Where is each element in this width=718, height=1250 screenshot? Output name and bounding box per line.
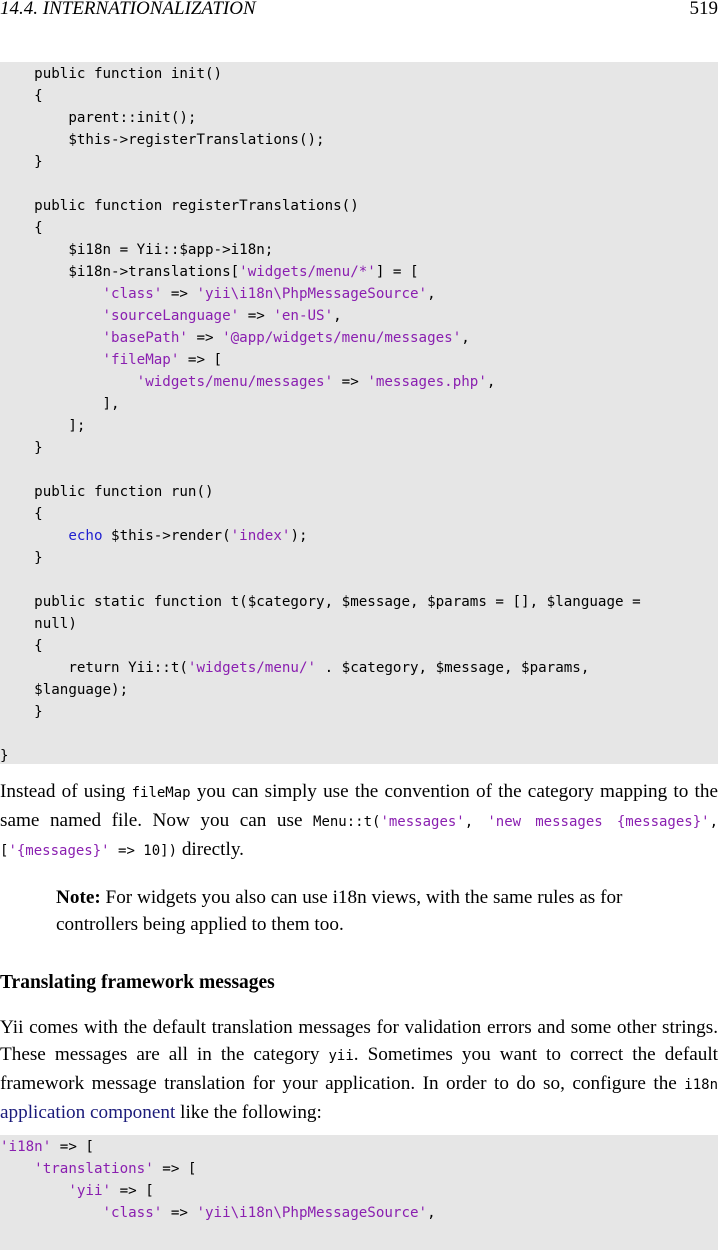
code-string: 'translations': [34, 1161, 154, 1177]
code-line: [0, 195, 641, 217]
code-text: => [: [153, 1161, 197, 1177]
code-line: [0, 591, 641, 613]
code-line: [0, 745, 641, 764]
code-text: $this->registerTranslations();: [0, 132, 325, 148]
code-text: [0, 374, 137, 390]
code-text: public static function t($category, $message, $params = [], $language =: [0, 594, 641, 610]
section-heading: Translating framework messages: [0, 972, 275, 993]
code-text: {: [0, 220, 43, 236]
application-component-link[interactable]: application component: [0, 1102, 176, 1123]
text: . Sometimes you want to correct the default framework message translation for your application. In order to do so, configure the: [0, 1044, 718, 1094]
code-text: ,: [333, 308, 342, 324]
code-text: }: [0, 704, 43, 720]
code-text: $language);: [0, 682, 129, 698]
code-line: [0, 85, 641, 107]
code-line: [0, 1180, 436, 1202]
code-text: [0, 1161, 34, 1177]
code-line: [0, 217, 641, 239]
code-text: null): [0, 616, 77, 632]
code-string: 'widgets/menu/': [187, 660, 317, 676]
code-line: [0, 503, 641, 525]
code-string: 'yii': [68, 1183, 112, 1199]
paragraph-framework-messages: [0, 1014, 718, 1126]
code-line: [0, 481, 641, 503]
code-text: =>: [162, 1205, 197, 1221]
code-text: ] = [: [375, 264, 419, 280]
note-box: [56, 884, 676, 938]
code-line: [0, 283, 641, 305]
note-text: For widgets you also can use i18n views, with the same rules as for controllers being applied to them too.: [56, 887, 623, 935]
code-text: $i18n->translations[: [0, 264, 240, 280]
code-line: [0, 349, 641, 371]
code-text: }: [0, 550, 43, 566]
code-text: =>: [162, 286, 197, 302]
code-string: 'widgets/menu/messages': [136, 374, 334, 390]
code-keyword: echo: [68, 528, 103, 544]
code-string: '@app/widgets/menu/messages': [222, 330, 462, 346]
code-line: [0, 1202, 436, 1224]
code-text: [0, 1205, 103, 1221]
code-text: ],: [0, 396, 120, 412]
code-line: [0, 129, 641, 151]
code-text: $this->render(: [102, 528, 231, 544]
inline-code: Menu::t(: [313, 814, 381, 830]
code-line: [0, 393, 641, 415]
code-line: [0, 723, 641, 745]
code-text: [0, 286, 103, 302]
code-text: [0, 352, 103, 368]
paragraph-filemap: [0, 778, 718, 865]
code-line: [0, 701, 641, 723]
code-text: {: [0, 506, 43, 522]
code-text: return Yii::t(: [0, 660, 188, 676]
code-lines: [0, 1136, 436, 1224]
code-text: [0, 528, 68, 544]
code-text: ,: [427, 286, 436, 302]
code-line: [0, 173, 641, 195]
code-text: parent::init();: [0, 110, 197, 126]
code-line: [0, 107, 641, 129]
code-text: {: [0, 638, 43, 654]
page-number: 519: [689, 0, 718, 19]
code-text: ,: [427, 1205, 436, 1221]
code-text: }: [0, 748, 9, 764]
running-head: [0, 0, 718, 24]
text: like the following:: [175, 1102, 322, 1123]
code-text: [0, 308, 103, 324]
code-string: 'widgets/menu/*': [239, 264, 376, 280]
code-lines: [0, 63, 641, 764]
code-line: [0, 63, 641, 85]
inline-code: , [: [0, 814, 718, 859]
code-string: 'i18n': [0, 1139, 52, 1155]
text: directly.: [177, 839, 244, 860]
code-string: 'en-US': [273, 308, 334, 324]
code-string: 'fileMap': [102, 352, 180, 368]
code-text: ,: [461, 330, 470, 346]
code-string: 'class': [102, 1205, 163, 1221]
text: Instead of using: [0, 781, 132, 802]
section-title: 14.4. INTERNATIONALIZATION: [0, 0, 256, 19]
inline-code: => 10]): [109, 843, 178, 859]
code-line: [0, 547, 641, 569]
code-text: ];: [0, 418, 86, 434]
code-line: [0, 1136, 436, 1158]
code-line: [0, 327, 641, 349]
code-text: public function run(): [0, 484, 214, 500]
code-string: 'messages.php': [367, 374, 487, 390]
code-line: [0, 657, 641, 679]
code-line: [0, 371, 641, 393]
code-line: [0, 569, 641, 591]
code-text: );: [290, 528, 308, 544]
code-text: =>: [333, 374, 368, 390]
text: you can simply use the convention of the category mapping to the same named file. Now you can use: [0, 781, 718, 831]
code-text: {: [0, 88, 43, 104]
code-text: ,: [486, 374, 496, 390]
code-string: 'class': [102, 286, 163, 302]
code-line: [0, 151, 641, 173]
text: Yii comes with the default translation messages for validation errors and some other strings. These messages are all in the category: [0, 1017, 718, 1065]
code-block-i18n-config: [0, 1135, 718, 1250]
code-block-widget-class: [0, 62, 718, 764]
code-line: [0, 613, 641, 635]
inline-code: i18n: [684, 1077, 718, 1093]
code-text: => [: [179, 352, 223, 368]
code-text: public function init(): [0, 66, 223, 82]
inline-code-string: '{messages}': [8, 843, 110, 859]
code-text: [0, 1183, 68, 1199]
code-string: 'sourceLanguage': [102, 308, 240, 324]
note-label: Note:: [56, 887, 101, 908]
code-text: =>: [239, 308, 274, 324]
inline-code: yii: [328, 1048, 354, 1064]
code-line: [0, 261, 641, 283]
code-string: 'index': [230, 528, 291, 544]
code-text: => [: [51, 1139, 94, 1155]
code-text: }: [0, 154, 43, 170]
code-text: }: [0, 440, 43, 456]
code-text: $i18n = Yii::$app->i18n;: [0, 242, 274, 258]
code-line: [0, 635, 641, 657]
code-text: public function registerTranslations(): [0, 198, 359, 214]
code-line: [0, 459, 641, 481]
code-string: 'yii\i18n\PhpMessageSource': [196, 286, 428, 302]
inline-code: ,: [464, 814, 488, 830]
code-line: [0, 525, 641, 547]
code-string: 'yii\i18n\PhpMessageSource': [196, 1205, 428, 1221]
code-text: =>: [187, 330, 223, 346]
inline-code-string: 'new messages {messages}': [487, 814, 710, 830]
code-text: . $category, $message, $params,: [316, 660, 590, 676]
code-line: [0, 1158, 436, 1180]
code-text: => [: [111, 1183, 154, 1199]
code-line: [0, 239, 641, 261]
code-line: [0, 415, 641, 437]
code-line: [0, 305, 641, 327]
code-line: [0, 679, 641, 701]
code-text: [0, 330, 103, 346]
code-line: [0, 437, 641, 459]
inline-code: fileMap: [131, 785, 191, 801]
code-string: 'basePath': [102, 330, 188, 346]
inline-code-string: 'messages': [380, 814, 465, 830]
